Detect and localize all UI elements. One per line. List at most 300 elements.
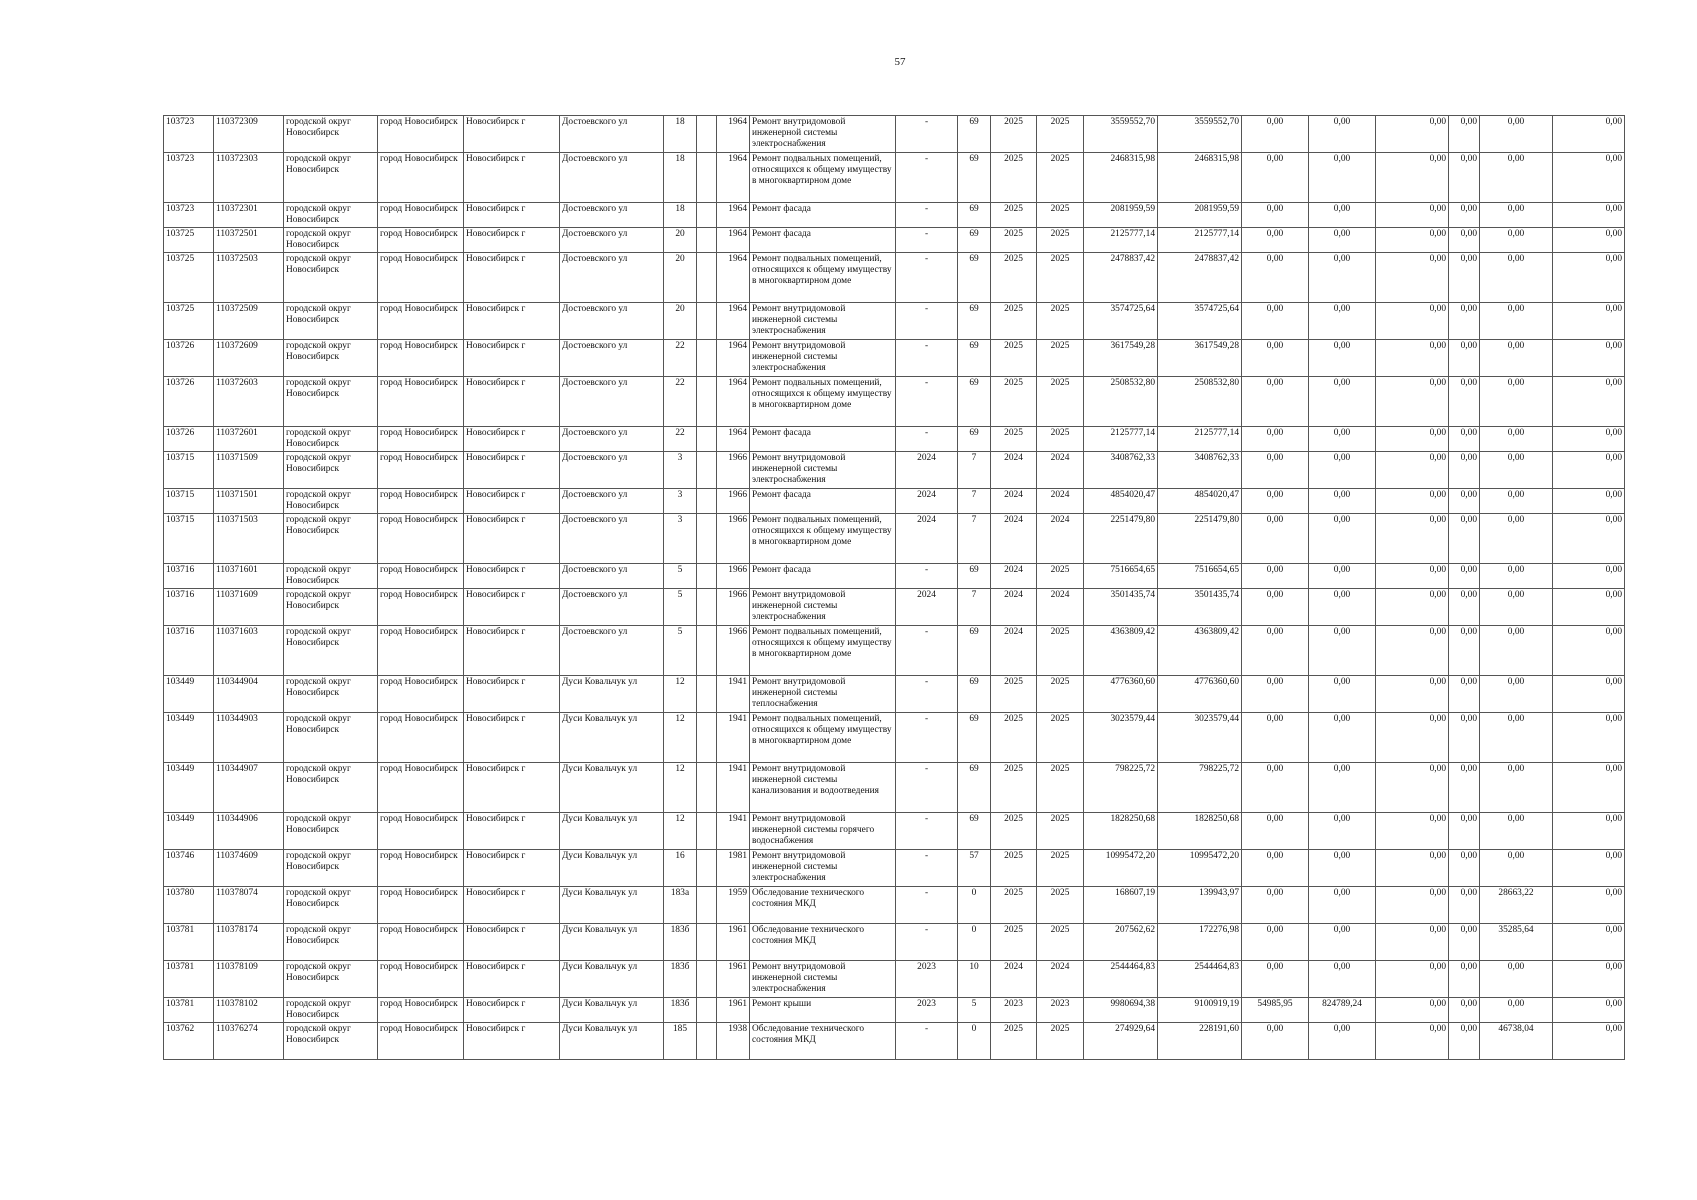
cell-street: Дуси Ковальчук ул — [560, 924, 664, 961]
cell-start-year: 2025 — [991, 427, 1037, 452]
cell-end-year: 2025 — [1037, 427, 1084, 452]
cell-budget-cost-3: 0,00 — [1376, 713, 1449, 763]
cell-budget-cost-3: 0,00 — [1376, 153, 1449, 203]
cell-budget-cost-3: 0,00 — [1376, 489, 1449, 514]
cell-build-year: 1964 — [717, 116, 750, 153]
cell-settlement: город Новосибирск — [378, 676, 464, 713]
cell-house-code: 103715 — [164, 489, 214, 514]
cell-start-year: 2025 — [991, 228, 1037, 253]
cell-work-code: 110372303 — [214, 153, 284, 203]
cell-city: Новосибирск г — [464, 377, 560, 427]
cell-build-year: 1964 — [717, 303, 750, 340]
cell-term: 69 — [958, 813, 991, 850]
cell-start-year: 2024 — [991, 589, 1037, 626]
cell-settlement: город Новосибирск — [378, 626, 464, 676]
cell-work-code: 110371509 — [214, 452, 284, 489]
cell-budget-cost-4: 0,00 — [1449, 153, 1480, 203]
cell-budget-cost-1: 0,00 — [1242, 452, 1309, 489]
cell-other-cost: 0,00 — [1553, 961, 1625, 998]
cell-plan-year: - — [896, 377, 958, 427]
cell-end-year: 2025 — [1037, 813, 1084, 850]
cell-city: Новосибирск г — [464, 489, 560, 514]
cell-budget-cost-4: 0,00 — [1449, 564, 1480, 589]
table-row — [164, 961, 1625, 998]
cell-budget-cost-1: 0,00 — [1242, 253, 1309, 303]
cell-build-year: 1964 — [717, 203, 750, 228]
cell-budget-cost-4: 0,00 — [1449, 763, 1480, 813]
cell-start-year: 2025 — [991, 303, 1037, 340]
cell-term: 69 — [958, 303, 991, 340]
table-row — [164, 427, 1625, 452]
cell-fund-cost: 3559552,70 — [1158, 116, 1242, 153]
cell-owner-cost: 0,00 — [1480, 713, 1553, 763]
cell-other-cost: 0,00 — [1553, 514, 1625, 564]
cell-end-year: 2025 — [1037, 626, 1084, 676]
cell-house-number: 12 — [664, 676, 697, 713]
cell-owner-cost: 0,00 — [1480, 203, 1553, 228]
cell-end-year: 2025 — [1037, 340, 1084, 377]
cell-other-cost: 0,00 — [1553, 763, 1625, 813]
cell-owner-cost: 0,00 — [1480, 340, 1553, 377]
cell-fund-cost: 2544464,83 — [1158, 961, 1242, 998]
cell-fund-cost: 139943,97 — [1158, 887, 1242, 924]
cell-budget-cost-2: 0,00 — [1309, 489, 1376, 514]
cell-budget-cost-4: 0,00 — [1449, 303, 1480, 340]
cell-budget-cost-2: 0,00 — [1309, 961, 1376, 998]
cell-street: Достоевского ул — [560, 340, 664, 377]
cell-budget-cost-4: 0,00 — [1449, 626, 1480, 676]
cell-settlement: город Новосибирск — [378, 589, 464, 626]
table-row — [164, 887, 1625, 924]
cell-start-year: 2024 — [991, 514, 1037, 564]
cell-budget-cost-4: 0,00 — [1449, 377, 1480, 427]
cell-settlement: город Новосибирск — [378, 203, 464, 228]
cell-building — [697, 1023, 717, 1060]
cell-work-type: Ремонт внутридомовой инженерной системы электроснабжения — [750, 961, 896, 998]
cell-work-code: 110372309 — [214, 116, 284, 153]
cell-building — [697, 676, 717, 713]
cell-municipal-district: городской округ Новосибирск — [284, 676, 378, 713]
cell-start-year: 2025 — [991, 850, 1037, 887]
cell-budget-cost-4: 0,00 — [1449, 887, 1480, 924]
cell-municipal-district: городской округ Новосибирск — [284, 303, 378, 340]
cell-build-year: 1966 — [717, 564, 750, 589]
cell-settlement: город Новосибирск — [378, 340, 464, 377]
cell-term: 69 — [958, 427, 991, 452]
cell-city: Новосибирск г — [464, 253, 560, 303]
cell-budget-cost-4: 0,00 — [1449, 1023, 1480, 1060]
cell-total-cost: 3023579,44 — [1084, 713, 1158, 763]
cell-fund-cost: 798225,72 — [1158, 763, 1242, 813]
cell-street: Достоевского ул — [560, 116, 664, 153]
cell-city: Новосибирск г — [464, 427, 560, 452]
table-row — [164, 763, 1625, 813]
cell-work-code: 110374609 — [214, 850, 284, 887]
cell-total-cost: 2468315,98 — [1084, 153, 1158, 203]
cell-municipal-district: городской округ Новосибирск — [284, 452, 378, 489]
cell-end-year: 2024 — [1037, 961, 1084, 998]
cell-city: Новосибирск г — [464, 153, 560, 203]
cell-total-cost: 4363809,42 — [1084, 626, 1158, 676]
cell-end-year: 2025 — [1037, 924, 1084, 961]
cell-street: Достоевского ул — [560, 377, 664, 427]
cell-building — [697, 427, 717, 452]
cell-owner-cost: 0,00 — [1480, 998, 1553, 1023]
cell-budget-cost-1: 0,00 — [1242, 514, 1309, 564]
cell-term: 7 — [958, 514, 991, 564]
cell-budget-cost-3: 0,00 — [1376, 427, 1449, 452]
cell-street: Достоевского ул — [560, 589, 664, 626]
cell-municipal-district: городской округ Новосибирск — [284, 427, 378, 452]
page-number: 57 — [894, 56, 906, 68]
cell-street: Дуси Ковальчук ул — [560, 763, 664, 813]
cell-end-year: 2025 — [1037, 887, 1084, 924]
cell-municipal-district: городской округ Новосибирск — [284, 1023, 378, 1060]
cell-owner-cost: 0,00 — [1480, 514, 1553, 564]
cell-term: 69 — [958, 153, 991, 203]
cell-municipal-district: городской округ Новосибирск — [284, 626, 378, 676]
cell-house-number: 18 — [664, 153, 697, 203]
cell-budget-cost-4: 0,00 — [1449, 924, 1480, 961]
cell-city: Новосибирск г — [464, 116, 560, 153]
cell-other-cost: 0,00 — [1553, 116, 1625, 153]
cell-work-code: 110371603 — [214, 626, 284, 676]
table-row — [164, 676, 1625, 713]
cell-plan-year: - — [896, 887, 958, 924]
cell-budget-cost-3: 0,00 — [1376, 850, 1449, 887]
cell-work-type: Ремонт крыши — [750, 998, 896, 1023]
cell-house-number: 20 — [664, 303, 697, 340]
cell-budget-cost-2: 0,00 — [1309, 924, 1376, 961]
cell-start-year: 2024 — [991, 452, 1037, 489]
cell-budget-cost-1: 0,00 — [1242, 850, 1309, 887]
cell-term: 10 — [958, 961, 991, 998]
cell-budget-cost-4: 0,00 — [1449, 228, 1480, 253]
cell-work-type: Ремонт подвальных помещений, относящихся к общему имуществу в многоквартирном доме — [750, 253, 896, 303]
cell-build-year: 1941 — [717, 713, 750, 763]
cell-settlement: город Новосибирск — [378, 514, 464, 564]
cell-settlement: город Новосибирск — [378, 228, 464, 253]
cell-budget-cost-3: 0,00 — [1376, 676, 1449, 713]
cell-municipal-district: городской округ Новосибирск — [284, 153, 378, 203]
cell-settlement: город Новосибирск — [378, 253, 464, 303]
cell-budget-cost-2: 0,00 — [1309, 253, 1376, 303]
cell-other-cost: 0,00 — [1553, 377, 1625, 427]
cell-settlement: город Новосибирск — [378, 489, 464, 514]
cell-work-type: Ремонт подвальных помещений, относящихся к общему имуществу в многоквартирном доме — [750, 713, 896, 763]
cell-settlement: город Новосибирск — [378, 303, 464, 340]
cell-build-year: 1964 — [717, 228, 750, 253]
cell-total-cost: 2508532,80 — [1084, 377, 1158, 427]
cell-other-cost: 0,00 — [1553, 564, 1625, 589]
cell-work-type: Ремонт фасада — [750, 564, 896, 589]
cell-total-cost: 3501435,74 — [1084, 589, 1158, 626]
cell-other-cost: 0,00 — [1553, 303, 1625, 340]
cell-street: Дуси Ковальчук ул — [560, 887, 664, 924]
cell-street: Дуси Ковальчук ул — [560, 713, 664, 763]
table-row — [164, 228, 1625, 253]
cell-settlement: город Новосибирск — [378, 713, 464, 763]
cell-budget-cost-3: 0,00 — [1376, 452, 1449, 489]
cell-settlement: город Новосибирск — [378, 564, 464, 589]
cell-budget-cost-1: 0,00 — [1242, 203, 1309, 228]
cell-term: 69 — [958, 203, 991, 228]
cell-street: Достоевского ул — [560, 253, 664, 303]
cell-work-code: 110371609 — [214, 589, 284, 626]
cell-house-code: 103716 — [164, 564, 214, 589]
cell-house-code: 103449 — [164, 813, 214, 850]
cell-work-code: 110371501 — [214, 489, 284, 514]
cell-municipal-district: городской округ Новосибирск — [284, 763, 378, 813]
table-row — [164, 153, 1625, 203]
cell-budget-cost-1: 0,00 — [1242, 564, 1309, 589]
cell-city: Новосибирск г — [464, 813, 560, 850]
cell-budget-cost-4: 0,00 — [1449, 203, 1480, 228]
cell-end-year: 2024 — [1037, 589, 1084, 626]
cell-plan-year: - — [896, 253, 958, 303]
cell-build-year: 1961 — [717, 924, 750, 961]
cell-house-code: 103762 — [164, 1023, 214, 1060]
cell-work-code: 110344907 — [214, 763, 284, 813]
cell-municipal-district: городской округ Новосибирск — [284, 514, 378, 564]
cell-municipal-district: городской округ Новосибирск — [284, 713, 378, 763]
cell-end-year: 2025 — [1037, 713, 1084, 763]
cell-build-year: 1966 — [717, 452, 750, 489]
cell-term: 0 — [958, 924, 991, 961]
cell-work-type: Ремонт внутридомовой инженерной системы электроснабжения — [750, 116, 896, 153]
cell-budget-cost-2: 0,00 — [1309, 850, 1376, 887]
capital-repair-table — [163, 115, 1625, 1060]
cell-house-number: 20 — [664, 228, 697, 253]
cell-house-number: 12 — [664, 763, 697, 813]
cell-owner-cost: 35285,64 — [1480, 924, 1553, 961]
cell-work-code: 110371503 — [214, 514, 284, 564]
cell-plan-year: 2023 — [896, 961, 958, 998]
cell-work-code: 110372603 — [214, 377, 284, 427]
cell-budget-cost-2: 0,00 — [1309, 887, 1376, 924]
cell-settlement: город Новосибирск — [378, 813, 464, 850]
cell-settlement: город Новосибирск — [378, 116, 464, 153]
cell-build-year: 1938 — [717, 1023, 750, 1060]
cell-owner-cost: 0,00 — [1480, 626, 1553, 676]
cell-house-number: 18 — [664, 116, 697, 153]
cell-budget-cost-3: 0,00 — [1376, 203, 1449, 228]
cell-term: 7 — [958, 589, 991, 626]
cell-budget-cost-2: 0,00 — [1309, 564, 1376, 589]
cell-municipal-district: городской округ Новосибирск — [284, 813, 378, 850]
cell-owner-cost: 46738,04 — [1480, 1023, 1553, 1060]
cell-start-year: 2025 — [991, 203, 1037, 228]
cell-end-year: 2025 — [1037, 377, 1084, 427]
cell-end-year: 2024 — [1037, 489, 1084, 514]
cell-settlement: город Новосибирск — [378, 377, 464, 427]
cell-work-code: 110372501 — [214, 228, 284, 253]
cell-owner-cost: 28663,22 — [1480, 887, 1553, 924]
cell-other-cost: 0,00 — [1553, 253, 1625, 303]
cell-street: Достоевского ул — [560, 564, 664, 589]
cell-term: 57 — [958, 850, 991, 887]
cell-house-number: 185 — [664, 1023, 697, 1060]
cell-municipal-district: городской округ Новосибирск — [284, 116, 378, 153]
cell-total-cost: 3617549,28 — [1084, 340, 1158, 377]
cell-total-cost: 4776360,60 — [1084, 676, 1158, 713]
cell-house-code: 103780 — [164, 887, 214, 924]
cell-street: Достоевского ул — [560, 489, 664, 514]
cell-work-type: Ремонт внутридомовой инженерной системы электроснабжения — [750, 850, 896, 887]
cell-house-code: 103725 — [164, 228, 214, 253]
cell-budget-cost-1: 0,00 — [1242, 924, 1309, 961]
cell-municipal-district: городской округ Новосибирск — [284, 340, 378, 377]
cell-owner-cost: 0,00 — [1480, 452, 1553, 489]
cell-budget-cost-1: 0,00 — [1242, 1023, 1309, 1060]
cell-other-cost: 0,00 — [1553, 676, 1625, 713]
cell-other-cost: 0,00 — [1553, 924, 1625, 961]
cell-start-year: 2025 — [991, 1023, 1037, 1060]
cell-budget-cost-1: 54985,95 — [1242, 998, 1309, 1023]
cell-total-cost: 2544464,83 — [1084, 961, 1158, 998]
cell-term: 69 — [958, 626, 991, 676]
cell-budget-cost-1: 0,00 — [1242, 340, 1309, 377]
cell-building — [697, 564, 717, 589]
cell-term: 69 — [958, 253, 991, 303]
cell-municipal-district: городской округ Новосибирск — [284, 203, 378, 228]
cell-work-type: Ремонт внутридомовой инженерной системы горячего водоснабжения — [750, 813, 896, 850]
cell-street: Достоевского ул — [560, 427, 664, 452]
cell-house-code: 103726 — [164, 377, 214, 427]
cell-other-cost: 0,00 — [1553, 887, 1625, 924]
cell-total-cost: 9980694,38 — [1084, 998, 1158, 1023]
cell-building — [697, 203, 717, 228]
cell-house-code: 103781 — [164, 961, 214, 998]
cell-fund-cost: 9100919,19 — [1158, 998, 1242, 1023]
cell-house-number: 22 — [664, 427, 697, 452]
cell-budget-cost-3: 0,00 — [1376, 998, 1449, 1023]
cell-budget-cost-2: 0,00 — [1309, 763, 1376, 813]
cell-build-year: 1966 — [717, 626, 750, 676]
cell-budget-cost-4: 0,00 — [1449, 713, 1480, 763]
cell-street: Дуси Ковальчук ул — [560, 998, 664, 1023]
cell-start-year: 2025 — [991, 924, 1037, 961]
cell-street: Дуси Ковальчук ул — [560, 850, 664, 887]
cell-owner-cost: 0,00 — [1480, 813, 1553, 850]
cell-build-year: 1966 — [717, 489, 750, 514]
cell-city: Новосибирск г — [464, 713, 560, 763]
cell-house-code: 103746 — [164, 850, 214, 887]
cell-term: 7 — [958, 489, 991, 514]
cell-total-cost: 3408762,33 — [1084, 452, 1158, 489]
cell-building — [697, 253, 717, 303]
cell-term: 69 — [958, 228, 991, 253]
cell-work-type: Ремонт подвальных помещений, относящихся к общему имуществу в многоквартирном доме — [750, 626, 896, 676]
cell-budget-cost-3: 0,00 — [1376, 303, 1449, 340]
cell-house-code: 103716 — [164, 626, 214, 676]
cell-fund-cost: 3408762,33 — [1158, 452, 1242, 489]
cell-build-year: 1964 — [717, 377, 750, 427]
cell-budget-cost-3: 0,00 — [1376, 961, 1449, 998]
cell-house-number: 3 — [664, 452, 697, 489]
cell-municipal-district: городской округ Новосибирск — [284, 961, 378, 998]
table-row — [164, 564, 1625, 589]
cell-settlement: город Новосибирск — [378, 887, 464, 924]
cell-budget-cost-1: 0,00 — [1242, 489, 1309, 514]
cell-start-year: 2025 — [991, 887, 1037, 924]
cell-other-cost: 0,00 — [1553, 589, 1625, 626]
cell-work-type: Обследование технического состояния МКД — [750, 887, 896, 924]
cell-plan-year: - — [896, 626, 958, 676]
cell-term: 69 — [958, 713, 991, 763]
cell-end-year: 2025 — [1037, 203, 1084, 228]
cell-plan-year: - — [896, 813, 958, 850]
cell-budget-cost-1: 0,00 — [1242, 228, 1309, 253]
cell-work-code: 110372509 — [214, 303, 284, 340]
cell-other-cost: 0,00 — [1553, 452, 1625, 489]
cell-house-code: 103715 — [164, 452, 214, 489]
cell-municipal-district: городской округ Новосибирск — [284, 887, 378, 924]
cell-building — [697, 589, 717, 626]
cell-house-number: 183б — [664, 924, 697, 961]
cell-house-code: 103449 — [164, 763, 214, 813]
cell-end-year: 2025 — [1037, 228, 1084, 253]
cell-budget-cost-2: 0,00 — [1309, 626, 1376, 676]
cell-street: Дуси Ковальчук ул — [560, 813, 664, 850]
cell-budget-cost-2: 0,00 — [1309, 589, 1376, 626]
cell-other-cost: 0,00 — [1553, 813, 1625, 850]
cell-budget-cost-3: 0,00 — [1376, 377, 1449, 427]
cell-budget-cost-2: 824789,24 — [1309, 998, 1376, 1023]
table-row — [164, 1023, 1625, 1060]
cell-term: 69 — [958, 564, 991, 589]
cell-budget-cost-4: 0,00 — [1449, 961, 1480, 998]
cell-budget-cost-1: 0,00 — [1242, 676, 1309, 713]
table-row — [164, 626, 1625, 676]
cell-other-cost: 0,00 — [1553, 153, 1625, 203]
cell-start-year: 2025 — [991, 813, 1037, 850]
cell-municipal-district: городской округ Новосибирск — [284, 998, 378, 1023]
cell-building — [697, 303, 717, 340]
cell-street: Дуси Ковальчук ул — [560, 961, 664, 998]
cell-building — [697, 489, 717, 514]
cell-other-cost: 0,00 — [1553, 850, 1625, 887]
cell-budget-cost-4: 0,00 — [1449, 589, 1480, 626]
cell-work-code: 110344906 — [214, 813, 284, 850]
cell-city: Новосибирск г — [464, 514, 560, 564]
cell-house-code: 103726 — [164, 427, 214, 452]
cell-budget-cost-2: 0,00 — [1309, 676, 1376, 713]
cell-budget-cost-2: 0,00 — [1309, 452, 1376, 489]
cell-budget-cost-3: 0,00 — [1376, 253, 1449, 303]
cell-house-number: 5 — [664, 626, 697, 676]
cell-budget-cost-2: 0,00 — [1309, 377, 1376, 427]
cell-plan-year: 2024 — [896, 589, 958, 626]
cell-fund-cost: 4776360,60 — [1158, 676, 1242, 713]
cell-budget-cost-3: 0,00 — [1376, 514, 1449, 564]
cell-fund-cost: 2508532,80 — [1158, 377, 1242, 427]
cell-build-year: 1981 — [717, 850, 750, 887]
cell-other-cost: 0,00 — [1553, 427, 1625, 452]
cell-owner-cost: 0,00 — [1480, 564, 1553, 589]
cell-city: Новосибирск г — [464, 589, 560, 626]
cell-house-number: 5 — [664, 589, 697, 626]
cell-work-type: Ремонт подвальных помещений, относящихся к общему имуществу в многоквартирном доме — [750, 153, 896, 203]
table-row — [164, 813, 1625, 850]
cell-settlement: город Новосибирск — [378, 427, 464, 452]
cell-house-code: 103726 — [164, 340, 214, 377]
cell-city: Новосибирск г — [464, 626, 560, 676]
cell-budget-cost-2: 0,00 — [1309, 303, 1376, 340]
cell-owner-cost: 0,00 — [1480, 253, 1553, 303]
cell-settlement: город Новосибирск — [378, 1023, 464, 1060]
cell-house-code: 103449 — [164, 676, 214, 713]
